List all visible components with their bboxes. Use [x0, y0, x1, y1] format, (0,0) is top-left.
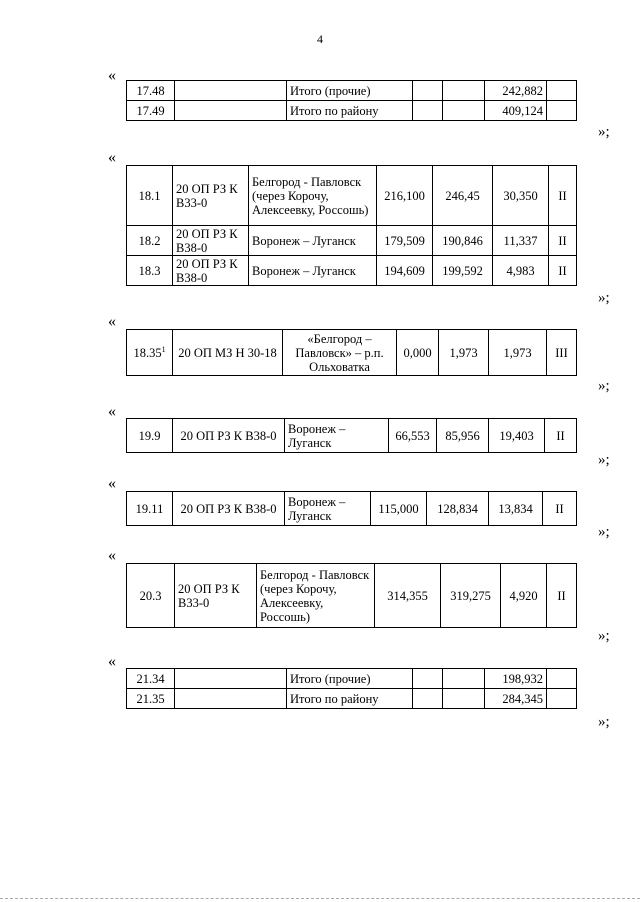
cell-name: Белгород - Павловск (через Корочу, Алексеевку, Россошь) — [249, 166, 377, 226]
table-row — [127, 419, 577, 453]
cell-number: 21.34 — [127, 669, 175, 689]
closing-quote: »; — [598, 290, 610, 306]
row-number-superscript: 1 — [161, 344, 166, 354]
cell-name: Итого (прочие) — [287, 669, 413, 689]
cell-number: 21.35 — [127, 689, 175, 709]
cell-start: 66,553 — [389, 419, 437, 453]
cell-number: 19.11 — [127, 492, 173, 526]
cell-end: 199,592 — [433, 256, 493, 286]
row-number: 18.35 — [133, 345, 162, 360]
cell-category: II — [549, 166, 577, 226]
table-17 — [126, 80, 577, 121]
opening-quote: « — [108, 149, 116, 166]
opening-quote: « — [108, 403, 116, 420]
table-row — [127, 492, 577, 526]
cell-length: 1,973 — [489, 330, 547, 376]
cell-number: 18.1 — [127, 166, 173, 226]
table-row — [127, 669, 577, 689]
cell-code — [175, 689, 287, 709]
table-row — [127, 226, 577, 256]
cell-category: II — [545, 419, 577, 453]
cell-number: 19.9 — [127, 419, 173, 453]
cell-length: 242,882 — [485, 81, 547, 101]
cell-code: 20 ОП РЗ К В38-0 — [173, 419, 285, 453]
cell-code: 20 ОП РЗ К В38-0 — [173, 226, 249, 256]
cell-category: III — [547, 330, 577, 376]
cell-end: 85,956 — [437, 419, 489, 453]
cell-code — [175, 81, 287, 101]
cell-name: Белгород - Павловск (через Корочу, Алексеевку, Россошь) — [257, 564, 375, 628]
cell-end: 246,45 — [433, 166, 493, 226]
table-row — [127, 256, 577, 286]
cell-code: 20 ОП РЗ К В38-0 — [173, 256, 249, 286]
cell-end — [443, 81, 485, 101]
closing-quote: »; — [598, 524, 610, 540]
cell-length: 19,403 — [489, 419, 545, 453]
closing-quote: »; — [598, 628, 610, 644]
cell-number: 17.49 — [127, 101, 175, 121]
cell-length: 409,124 — [485, 101, 547, 121]
opening-quote: « — [108, 653, 116, 670]
cell-start: 194,609 — [377, 256, 433, 286]
cell-length: 4,920 — [501, 564, 547, 628]
table-20-3 — [126, 563, 577, 628]
table-row — [127, 689, 577, 709]
opening-quote: « — [108, 547, 116, 564]
cell-name: «Белгород – Павловск» – р.п. Ольховатка — [283, 330, 397, 376]
cell-code — [175, 669, 287, 689]
cell-category — [547, 689, 577, 709]
opening-quote: « — [108, 313, 116, 330]
table-row — [127, 81, 577, 101]
opening-quote: « — [108, 67, 116, 84]
closing-quote: »; — [598, 124, 610, 140]
cell-category: II — [547, 564, 577, 628]
cell-name: Итого по району — [287, 689, 413, 709]
cell-code: 20 ОП РЗ К В33-0 — [175, 564, 257, 628]
cell-name: Итого (прочие) — [287, 81, 413, 101]
cell-code — [175, 101, 287, 121]
opening-quote: « — [108, 475, 116, 492]
cell-start: 115,000 — [371, 492, 427, 526]
cell-number: 18.3 — [127, 256, 173, 286]
table-18-35 — [126, 329, 577, 376]
cell-category: II — [549, 256, 577, 286]
cell-start — [413, 81, 443, 101]
cell-start: 216,100 — [377, 166, 433, 226]
cell-length: 284,345 — [485, 689, 547, 709]
cell-end — [443, 689, 485, 709]
cell-name: Воронеж – Луганск — [285, 492, 371, 526]
cell-length: 30,350 — [493, 166, 549, 226]
cell-category — [547, 669, 577, 689]
cell-start — [413, 689, 443, 709]
cell-start: 179,509 — [377, 226, 433, 256]
cell-name: Воронеж – Луганск — [285, 419, 389, 453]
closing-quote: »; — [598, 714, 610, 730]
cell-length: 11,337 — [493, 226, 549, 256]
cell-start — [413, 669, 443, 689]
cell-number — [127, 330, 173, 376]
cell-category: II — [543, 492, 577, 526]
cell-end: 1,973 — [439, 330, 489, 376]
cell-code: 20 ОП МЗ Н 30-18 — [173, 330, 283, 376]
cell-length: 4,983 — [493, 256, 549, 286]
cell-end: 190,846 — [433, 226, 493, 256]
page-number: 4 — [317, 32, 323, 46]
table-19-9 — [126, 418, 577, 453]
table-row — [127, 166, 577, 226]
cell-category — [547, 81, 577, 101]
table-19-11 — [126, 491, 577, 526]
cell-code: 20 ОП РЗ К В38-0 — [173, 492, 285, 526]
table-row — [127, 101, 577, 121]
table-21 — [126, 668, 577, 709]
cell-number: 18.2 — [127, 226, 173, 256]
cell-code: 20 ОП РЗ К В33-0 — [173, 166, 249, 226]
cell-number: 20.3 — [127, 564, 175, 628]
cell-length: 13,834 — [489, 492, 543, 526]
cell-category: II — [549, 226, 577, 256]
cell-end: 319,275 — [441, 564, 501, 628]
cell-category — [547, 101, 577, 121]
cell-start: 0,000 — [397, 330, 439, 376]
table-18 — [126, 165, 577, 286]
cell-start — [413, 101, 443, 121]
cell-end — [443, 669, 485, 689]
cell-end — [443, 101, 485, 121]
scan-edge-line — [0, 898, 640, 899]
cell-name: Воронеж – Луганск — [249, 226, 377, 256]
cell-name: Воронеж – Луганск — [249, 256, 377, 286]
cell-number: 17.48 — [127, 81, 175, 101]
closing-quote: »; — [598, 378, 610, 394]
cell-name: Итого по району — [287, 101, 413, 121]
closing-quote: »; — [598, 452, 610, 468]
cell-start: 314,355 — [375, 564, 441, 628]
cell-end: 128,834 — [427, 492, 489, 526]
cell-length: 198,932 — [485, 669, 547, 689]
table-row — [127, 564, 577, 628]
table-row — [127, 330, 577, 376]
